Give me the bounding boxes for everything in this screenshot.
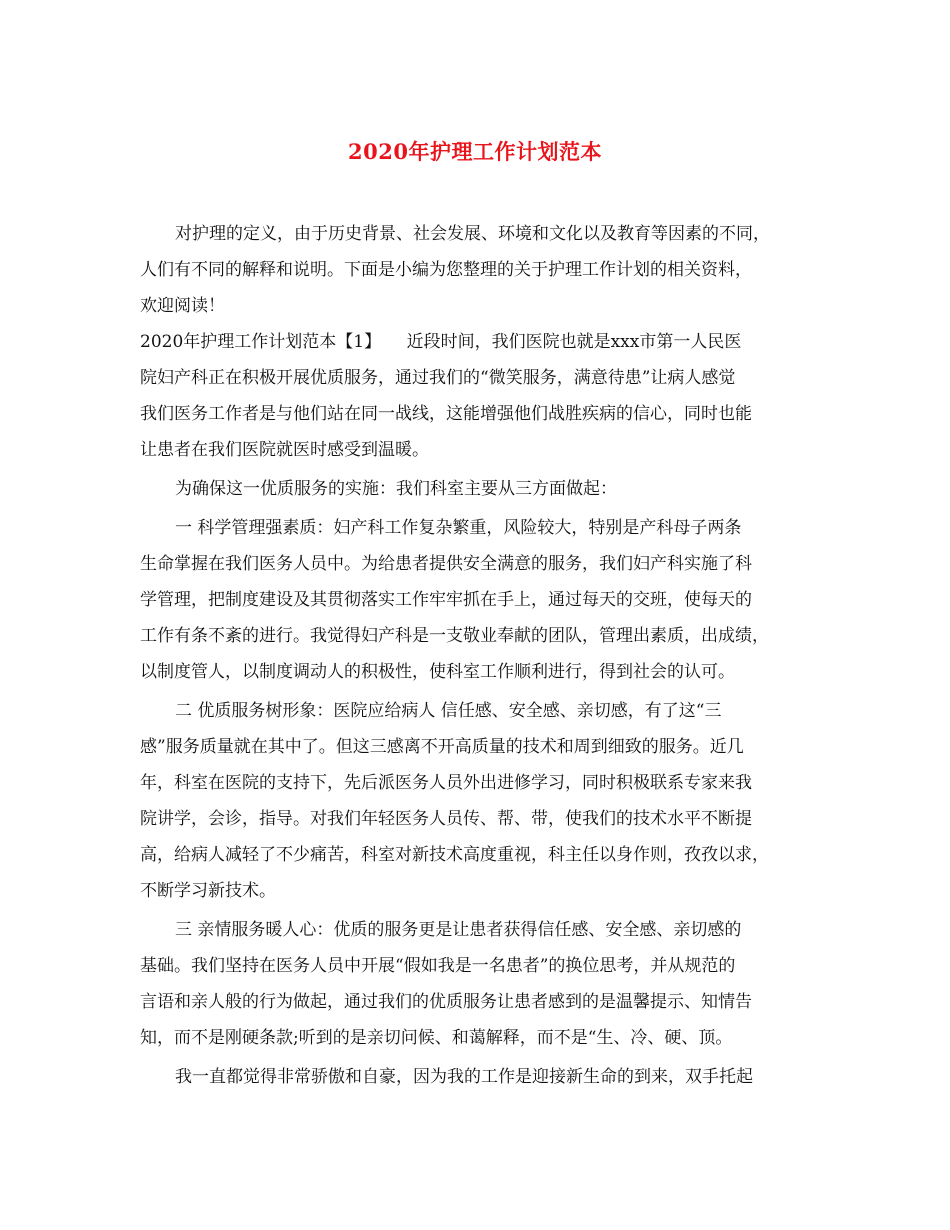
paragraph-line: 言语和亲人般的行为做起，通过我们的优质服务让患者感到的是温馨提示、知情告 xyxy=(140,992,752,1012)
paragraph-line: 感”服务质量就在其中了。但这三感离不开高质量的技术和周到细致的服务。近几 xyxy=(140,737,744,757)
paragraph-line: 二 优质服务树形象：医院应给病人 信任感、安全感、亲切感，有了这“三 xyxy=(175,701,722,721)
paragraph-line: 生命掌握在我们医务人员中。为给患者提供安全满意的服务，我们妇产科实施了科 xyxy=(140,554,752,574)
paragraph-line: 我们医务工作者是与他们站在同一战线，这能增强他们战胜疾病的信心，同时也能 xyxy=(140,404,752,424)
paragraph-line: 让患者在我们医院就医时感受到温暖。 xyxy=(140,440,429,460)
paragraph-line: 以制度管人，以制度调动人的积极性，使科室工作顺利进行，得到社会的认可。 xyxy=(140,662,735,682)
paragraph-line: 欢迎阅读！ xyxy=(140,296,225,316)
paragraph-line: 不断学习新技术。 xyxy=(140,881,276,901)
paragraph-line: 2020年护理工作计划范本【1】 近段时间，我们医院也就是xxx市第一人民医 xyxy=(140,332,742,352)
paragraph-line: 院妇产科正在积极开展优质服务，通过我们的“微笑服务，满意待患”让病人感觉 xyxy=(140,368,736,388)
paragraph-line: 年，科室在医院的支持下，先后派医务人员外出进修学习，同时积极联系专家来我 xyxy=(140,773,752,793)
paragraph-line: 知，而不是刚硬条款;听到的是亲切问候、和蔼解释，而不是“生、冷、硬、顶。 xyxy=(140,1028,733,1048)
paragraph-line: 三 亲情服务暖人心：优质的服务更是让患者获得信任感、安全感、亲切感的 xyxy=(175,920,742,940)
paragraph-line: 高，给病人减轻了不少痛苦，科室对新技术高度重视，科主任以身作则，孜孜以求， xyxy=(140,845,769,865)
paragraph-line: 为确保这一优质服务的实施：我们科室主要从三方面做起： xyxy=(175,479,617,499)
paragraph-line: 人们有不同的解释和说明。下面是小编为您整理的关于护理工作计划的相关资料， xyxy=(140,260,752,280)
paragraph-line: 我一直都觉得非常骄傲和自豪，因为我的工作是迎接新生命的到来，双手托起 xyxy=(175,1067,753,1087)
document-body xyxy=(140,216,812,1095)
paragraph-line: 对护理的定义，由于历史背景、社会发展、环境和文化以及教育等因素的不同， xyxy=(175,224,770,244)
paragraph-line: 工作有条不紊的进行。我觉得妇产科是一支敬业奉献的团队，管理出素质，出成绩， xyxy=(140,626,769,646)
paragraph-line: 基础。我们坚持在医务人员中开展“假如我是一名患者”的换位思考，并从规范的 xyxy=(140,956,736,976)
document-title: 2020年护理工作计划范本 xyxy=(348,139,602,164)
paragraph-line: 学管理，把制度建设及其贯彻落实工作牢牢抓在手上，通过每天的交班，使每天的 xyxy=(140,590,752,610)
paragraph-line: 一 科学管理强素质：妇产科工作复杂繁重，风险较大，特别是产科母子两条 xyxy=(175,518,742,538)
paragraph-line: 院讲学，会诊，指导。对我们年轻医务人员传、帮、带，使我们的技术水平不断提 xyxy=(140,809,752,829)
